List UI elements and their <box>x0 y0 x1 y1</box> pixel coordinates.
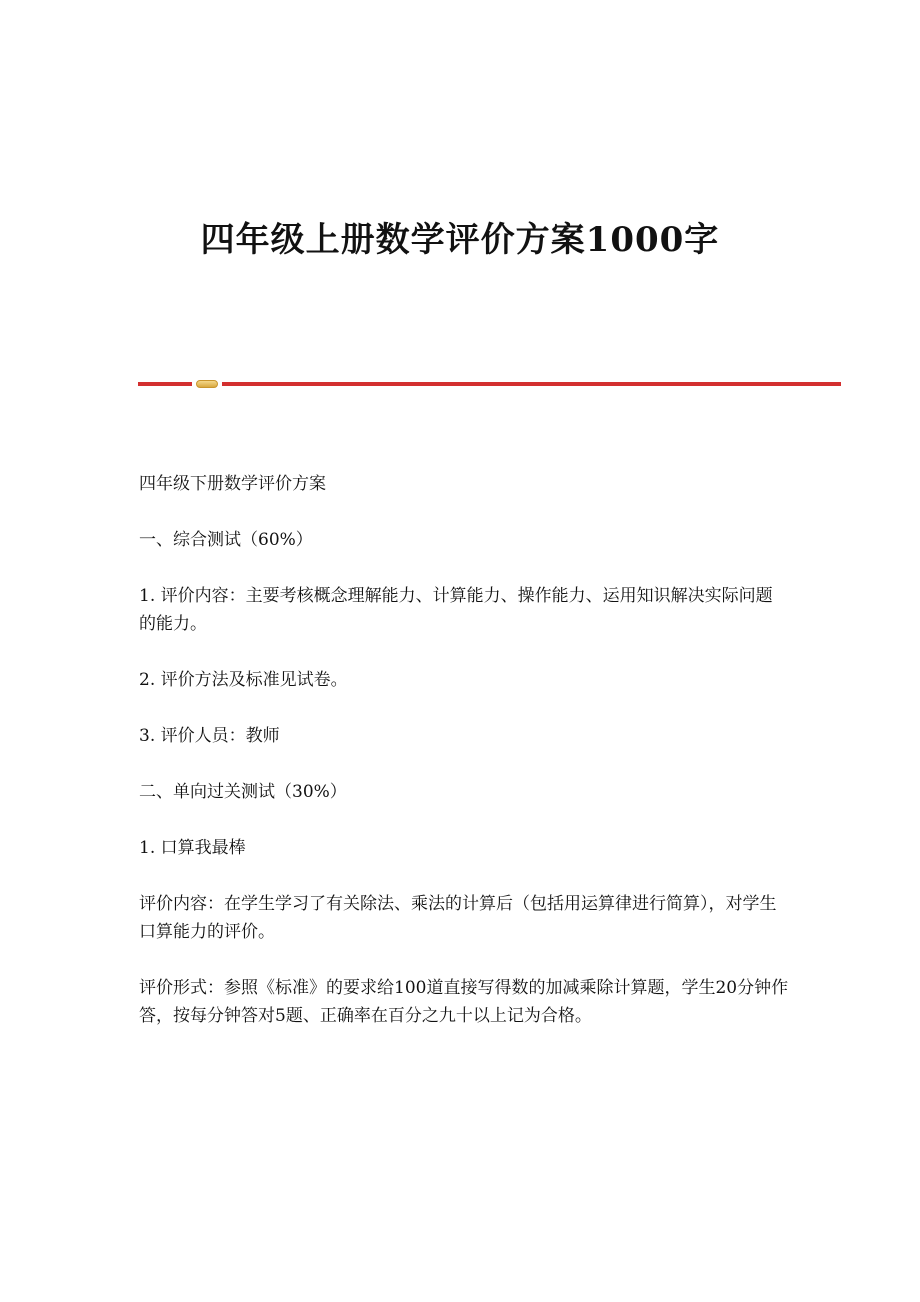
divider-bar-right <box>222 382 841 386</box>
paragraph-section-heading: 一、综合测试（60%） <box>139 530 313 550</box>
document-title: 四年级上册数学评价方案1000字 <box>200 220 720 260</box>
divider-bar-left <box>138 382 192 386</box>
paragraph-item: 3. 评价人员：教师 <box>139 726 280 746</box>
divider-ornament-icon <box>196 380 218 388</box>
title-divider <box>138 380 841 388</box>
paragraph-item: 评价内容：在学生学习了有关除法、乘法的计算后（包括用运算律进行简算），对学生口算能力的评价。 <box>139 894 777 942</box>
paragraph-item: 1. 口算我最棒 <box>139 838 246 858</box>
paragraph-item: 评价形式：参照《标准》的要求给100道直接写得数的加减乘除计算题，学生20分钟作答，按每分钟答对5题、正确率在百分之九十以上记为合格。 <box>139 978 789 1026</box>
paragraph-item: 1. 评价内容：主要考核概念理解能力、计算能力、操作能力、运用知识解决实际问题的能力。 <box>139 586 773 634</box>
paragraph-item: 2. 评价方法及标准见试卷。 <box>139 670 348 690</box>
document-body <box>139 470 789 1030</box>
paragraph-section-heading: 二、单向过关测试（30%） <box>139 782 347 802</box>
paragraph-subtitle: 四年级下册数学评价方案 <box>139 474 326 494</box>
